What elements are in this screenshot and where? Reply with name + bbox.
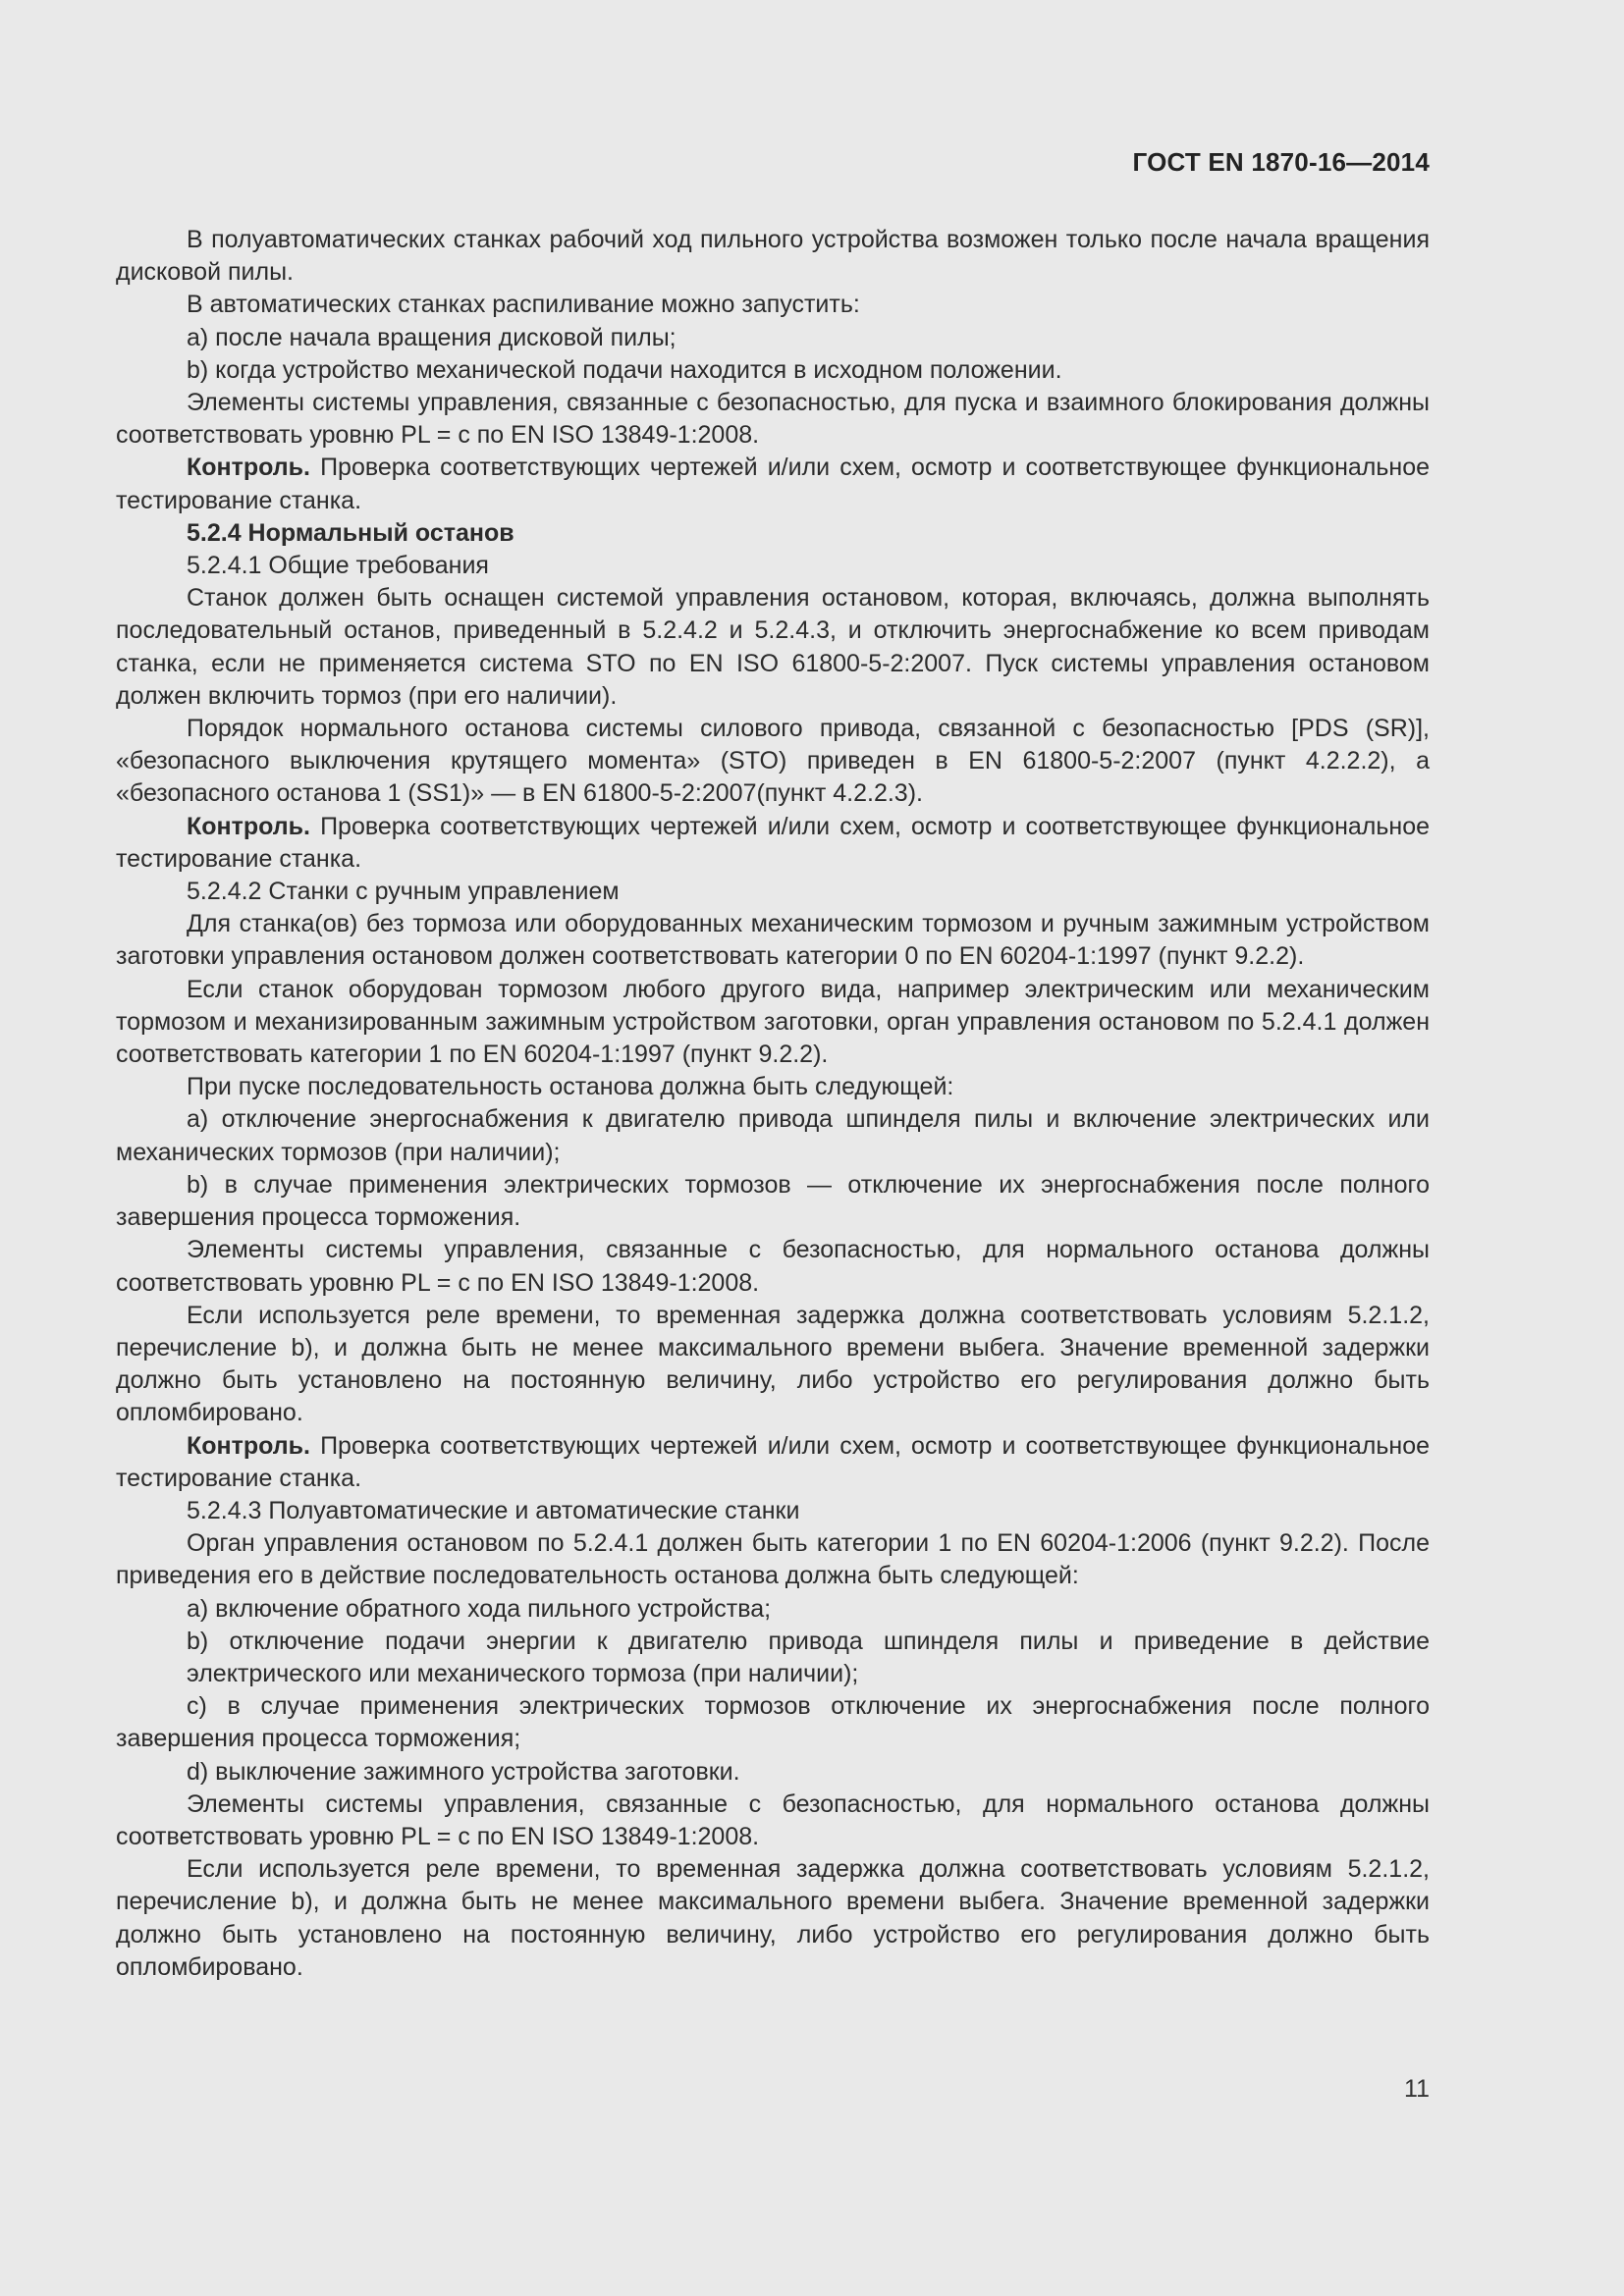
subsection-heading-5-2-4-1: 5.2.4.1 Общие требования (187, 552, 489, 580)
paragraph: Элементы системы управления, связанные с безопасностью, для нормального останова должны соответствовать уровню PL = c по EN ISO 13849-1:2008. (116, 1236, 1430, 1297)
paragraph: Для станка(ов) без тормоза или оборудованных механическим тормозом и ручным зажимным устройством заготовки управления остановом должен соответствовать категории 0 по EN 60204-1:1997 (пункт 9.2.2). (116, 910, 1430, 971)
list-item: d) выключение зажимного устройства заготовки. (187, 1757, 740, 1786)
list-item: c) в случае применения электрических тормозов отключение их энергоснабжения после полного завершения процесса торможения; (116, 1692, 1430, 1753)
paragraph: В автоматических станках распиливание можно запустить: (187, 291, 860, 319)
paragraph: Элементы системы управления, связанные с безопасностью, для пуска и взаимного блокирования должны соответствовать уровню PL = c по EN ISO 13849-1:2008. (116, 389, 1430, 450)
subsection-heading-5-2-4-3: 5.2.4.3 Полуавтоматические и автоматические станки (187, 1496, 800, 1524)
list-item: b) отключение подачи энергии к двигателю привода шпинделя пилы и приведение в действие электрического или механического тормоза (при наличии); (187, 1627, 1430, 1687)
paragraph: Если станок оборудован тормозом любого другого вида, например электрическим или механическим тормозом и механизированным зажимным устройством заготовки, орган управления остановом по 5.2.4.1 должен соответствовать категории 1 по EN 60204-1:1997 (пункт 9.2.2). (116, 975, 1430, 1069)
control-paragraph (116, 1430, 1430, 1495)
paragraph: Порядок нормального останова системы силового привода, связанной с безопасностью [PDS (SR)], «безопасного выключения крутящего момента» (STO) приведен в EN 61800-5-2:2007 (пункт 4.2.2.2), а «безопасного останова 1 (SS1)» — в EN 61800-5-2:2007(пункт 4.2.2.3). (116, 715, 1430, 808)
paragraph: Если используется реле времени, то временная задержка должна соответствовать условиям 5.2.1.2, перечисление b), и должна быть не менее максимального времени выбега. Значение временной задержки должно быть установлено на постоянную величину, либо устройство его регулирования должно быть опломбировано. (116, 1855, 1430, 1981)
control-label: Контроль. (187, 454, 310, 482)
subsection-heading-5-2-4-2: 5.2.4.2 Станки с ручным управлением (187, 878, 620, 906)
control-label: Контроль. (187, 812, 310, 840)
paragraph: Если используется реле времени, то временная задержка должна соответствовать условиям 5.2.1.2, перечисление b), и должна быть не менее максимального времени выбега. Значение временной задержки должно быть установлено на постоянную величину, либо устройство его регулирования должно быть опломбировано. (116, 1301, 1430, 1427)
paragraph: Элементы системы управления, связанные с безопасностью, для нормального останова должны соответствовать уровню PL = c по EN ISO 13849-1:2008. (116, 1789, 1430, 1850)
list-item: a) отключение энергоснабжения к двигателю привода шпинделя пилы и включение электрических или механических тормозов (при наличии); (116, 1105, 1430, 1166)
page-number: 11 (1404, 2075, 1430, 2103)
paragraph: Орган управления остановом по 5.2.4.1 должен быть категории 1 по EN 60204-1:2006 (пункт 9.2.2). После приведения его в действие последовательность останова должна быть следующей: (116, 1529, 1430, 1590)
list-item: b) когда устройство механической подачи находится в исходном положении. (187, 355, 1062, 384)
paragraph: Станок должен быть оснащен системой управления остановом, которая, включаясь, должна выполнять последовательный останов, приведенный в 5.2.4.2 и 5.2.4.3, и отключить энергоснабжение ко всем приводам станка, если не применяется система STO по EN ISO 61800-5-2:2007. Пуск системы управления остановом должен включить тормоз (при его наличии). (116, 584, 1430, 710)
control-paragraph (116, 811, 1430, 876)
paragraph: В полуавтоматических станках рабочий ход пильного устройства возможен только после начала вращения дисковой пилы. (116, 226, 1430, 287)
section-heading-5-2-4: 5.2.4 Нормальный останов (187, 518, 514, 547)
list-item: b) в случае применения электрических тормозов — отключение их энергоснабжения после полного завершения процесса торможения. (116, 1170, 1430, 1232)
list-item: a) включение обратного хода пильного устройства; (187, 1594, 772, 1623)
control-text: Проверка соответствующих чертежей и/или схем, осмотр и соответствующее функциональное тестирование станка. (116, 812, 1430, 873)
control-paragraph (116, 452, 1430, 516)
control-label: Контроль. (187, 1431, 310, 1460)
list-item: a) после начала вращения дисковой пилы; (187, 323, 677, 351)
control-text: Проверка соответствующих чертежей и/или схем, осмотр и соответствующее функциональное тестирование станка. (116, 1431, 1430, 1492)
control-text: Проверка соответствующих чертежей и/или схем, осмотр и соответствующее функциональное тестирование станка. (116, 454, 1430, 514)
document-body (116, 224, 1430, 1984)
document-header-title: ГОСТ EN 1870-16—2014 (1132, 147, 1430, 177)
paragraph: При пуске последовательность останова должна быть следующей: (187, 1073, 954, 1101)
